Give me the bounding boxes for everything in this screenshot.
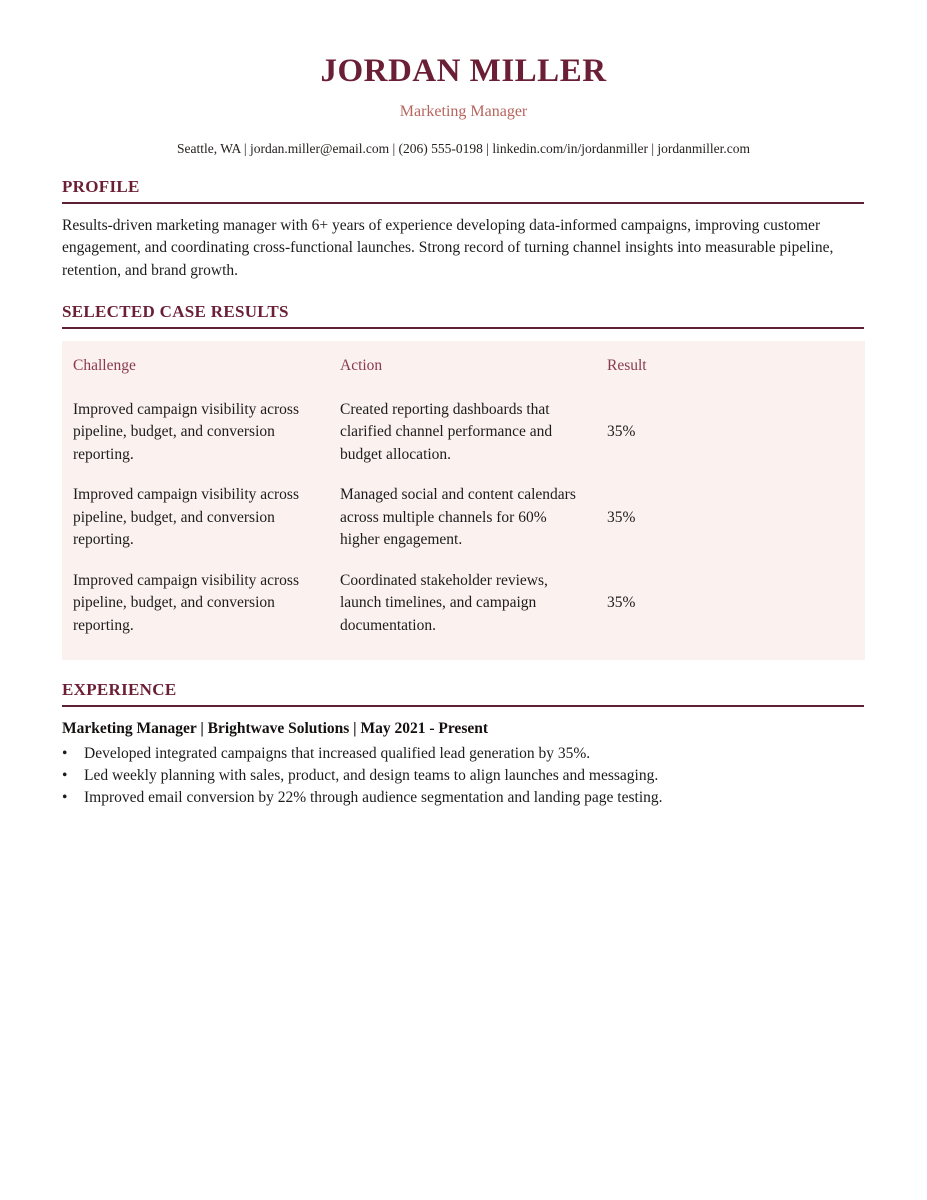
section-profile bbox=[0, 177, 927, 282]
section-experience bbox=[0, 680, 927, 809]
cell-challenge: Improved campaign visibility across pipeline, budget, and conversion reporting. bbox=[73, 486, 299, 549]
list-item bbox=[62, 787, 864, 809]
case-results-table bbox=[62, 353, 865, 647]
section-title-case-results: SELECTED CASE RESULTS bbox=[62, 302, 289, 322]
table-row bbox=[62, 475, 865, 561]
candidate-title: Marketing Manager bbox=[399, 102, 528, 120]
bullet-marker-icon: • bbox=[62, 766, 68, 784]
table-row bbox=[62, 390, 865, 476]
cell-result: 35% bbox=[607, 423, 636, 441]
cell-action: Created reporting dashboards that clarified channel performance and budget allocation. bbox=[340, 400, 553, 463]
bullet-marker-icon: • bbox=[62, 744, 68, 762]
section-case-results bbox=[0, 302, 927, 660]
table-header bbox=[62, 353, 865, 390]
candidate-name: JORDAN MILLER bbox=[320, 53, 607, 89]
column-header-result: Result bbox=[607, 356, 647, 374]
case-results-table-container bbox=[62, 341, 865, 661]
list-item bbox=[62, 765, 864, 787]
column-header-challenge: Challenge bbox=[73, 356, 136, 374]
section-divider-experience bbox=[62, 705, 864, 707]
cell-result: 35% bbox=[607, 594, 636, 612]
job-bullet-list bbox=[62, 743, 864, 809]
cell-result: 35% bbox=[607, 508, 636, 526]
experience-entry bbox=[62, 719, 864, 809]
section-title-experience: EXPERIENCE bbox=[62, 680, 177, 700]
table-row bbox=[62, 561, 865, 647]
column-header-action: Action bbox=[340, 356, 383, 374]
bullet-marker-icon: • bbox=[62, 788, 68, 806]
section-divider-case-results bbox=[62, 327, 864, 329]
list-item bbox=[62, 743, 864, 765]
table-body bbox=[62, 390, 865, 647]
list-item-text: Led weekly planning with sales, product, and design teams to align launches and messaging. bbox=[84, 766, 659, 784]
contact-line: Seattle, WA | jordan.miller@email.com | (206) 555-0198 | linkedin.com/in/jordanmiller | jordanmiller.com bbox=[177, 141, 750, 157]
list-item-text: Improved email conversion by 22% through audience segmentation and landing page testing. bbox=[84, 788, 663, 806]
list-item-text: Developed integrated campaigns that increased qualified lead generation by 35%. bbox=[84, 744, 591, 762]
cell-action: Managed social and content calendars across multiple channels for 60% higher engagement. bbox=[340, 486, 576, 549]
job-heading: Marketing Manager | Brightwave Solutions | May 2021 - Present bbox=[62, 719, 489, 737]
cell-action: Coordinated stakeholder reviews, launch timelines, and campaign documentation. bbox=[340, 571, 548, 634]
cell-challenge: Improved campaign visibility across pipeline, budget, and conversion reporting. bbox=[73, 571, 299, 634]
table-header-row bbox=[62, 353, 865, 390]
cell-challenge: Improved campaign visibility across pipeline, budget, and conversion reporting. bbox=[73, 400, 299, 463]
section-title-profile: PROFILE bbox=[62, 177, 140, 197]
resume-header bbox=[0, 0, 927, 157]
section-divider-profile bbox=[62, 202, 864, 204]
profile-text: Results-driven marketing manager with 6+ years of experience developing data-informed campaigns, improving customer engagement, and coordinating cross-functional launches. Strong record of turning channel insights into measurable pipeline, retention, and brand growth. bbox=[62, 216, 834, 279]
